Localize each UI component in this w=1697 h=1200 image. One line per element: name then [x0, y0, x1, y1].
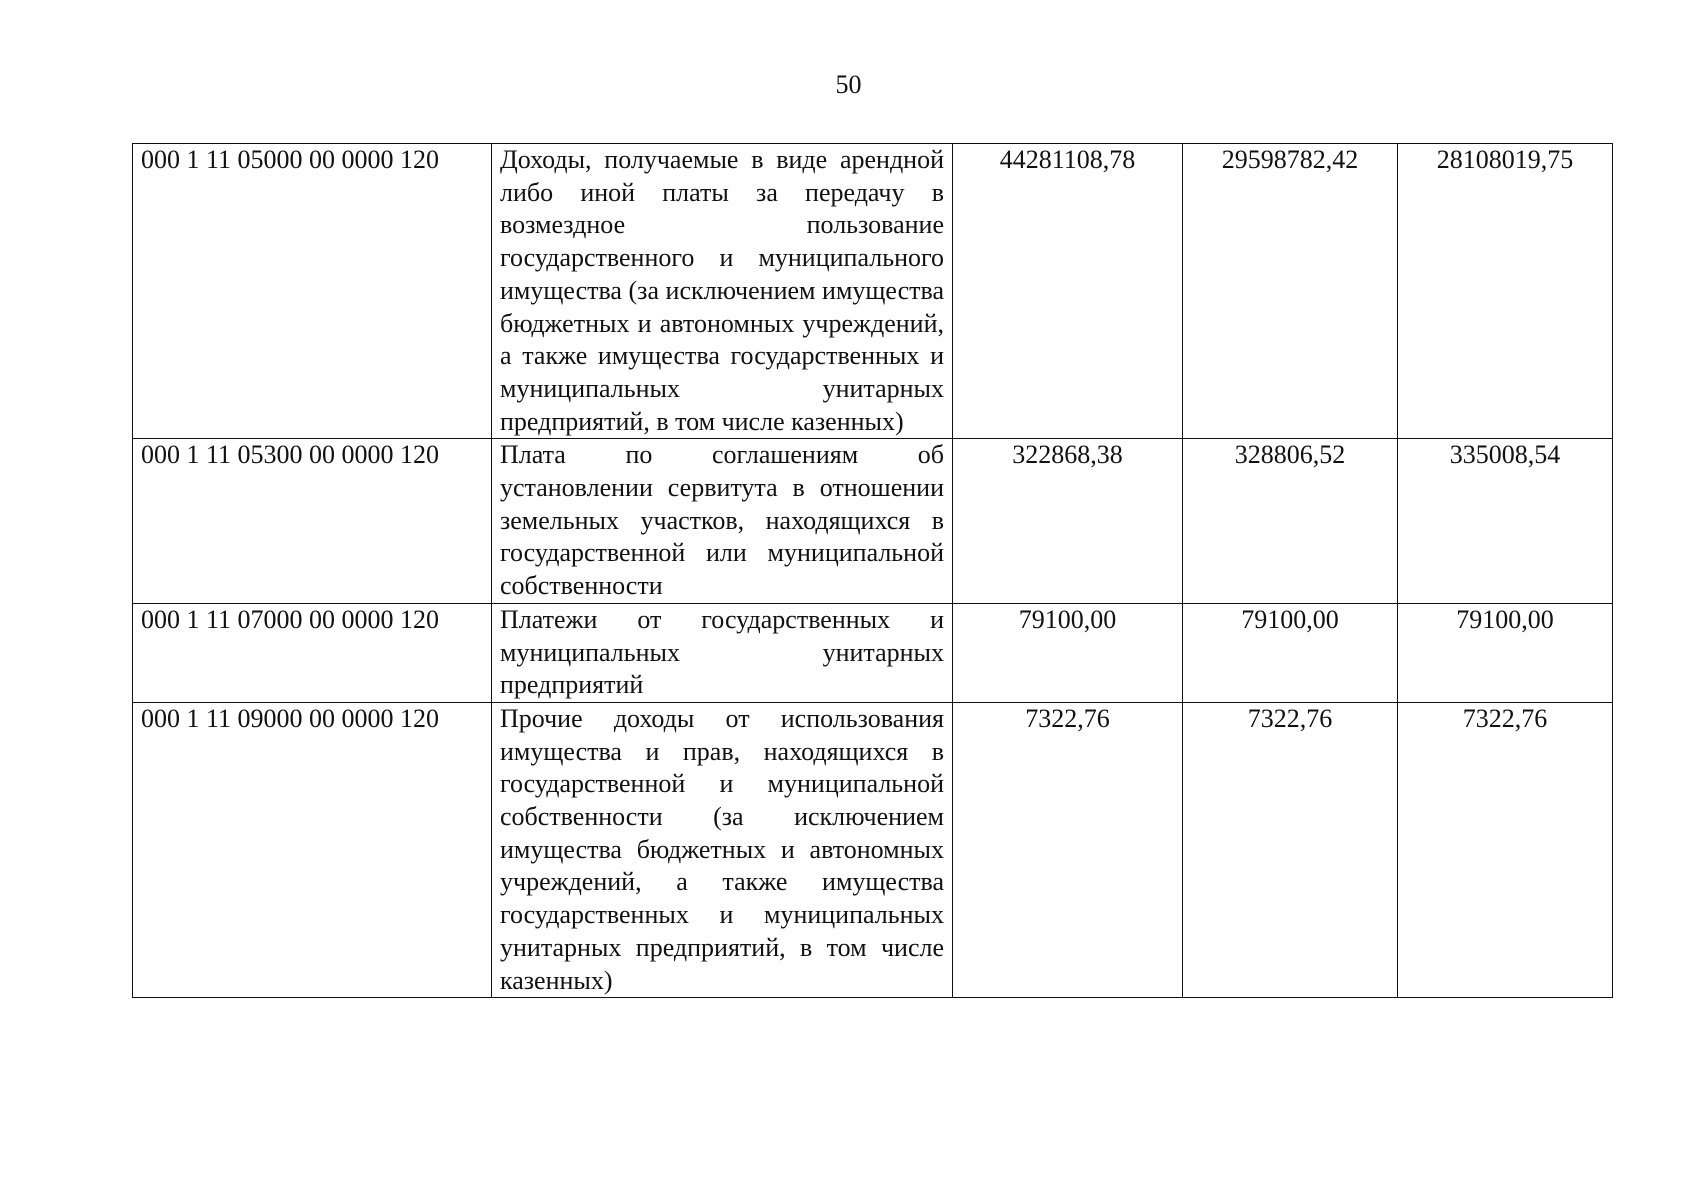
value-cell-year-1: 79100,00: [953, 603, 1183, 702]
table-row: [133, 439, 1613, 604]
value-cell-year-1: 44281108,78: [953, 144, 1183, 439]
table-row: [133, 603, 1613, 702]
revenue-name-cell: Прочие доходы от использования имущества и прав, находящихся в государственной и муниципальной собственности (за исключением имущества бюджетных и автономных учреждений, а также имущества государственных и муниципальных унитарных предприятий, в том числе казенных): [492, 702, 953, 997]
value-cell-year-2: 29598782,42: [1183, 144, 1398, 439]
page-number: 50: [835, 70, 862, 99]
revenue-name-cell: Платежи от государственных и муниципальных унитарных предприятий: [492, 603, 953, 702]
value-cell-year-2: 7322,76: [1183, 702, 1398, 997]
budget-code-cell: 000 1 11 05300 00 0000 120: [133, 439, 492, 604]
value-cell-year-3: 79100,00: [1398, 603, 1613, 702]
revenue-name-cell: Плата по соглашениям об установлении сервитута в отношении земельных участков, находящихся в государственной или муниципальной собственности: [492, 439, 953, 604]
value-cell-year-1: 322868,38: [953, 439, 1183, 604]
value-cell-year-3: 335008,54: [1398, 439, 1613, 604]
revenue-table: [132, 143, 1613, 998]
value-cell-year-2: 328806,52: [1183, 439, 1398, 604]
value-cell-year-1: 7322,76: [953, 702, 1183, 997]
value-cell-year-3: 7322,76: [1398, 702, 1613, 997]
value-cell-year-3: 28108019,75: [1398, 144, 1613, 439]
budget-code-cell: 000 1 11 05000 00 0000 120: [133, 144, 492, 439]
table-row: [133, 144, 1613, 439]
table-row: [133, 702, 1613, 997]
budget-code-cell: 000 1 11 07000 00 0000 120: [133, 603, 492, 702]
revenue-name-cell: Доходы, получаемые в виде арендной либо иной платы за передачу в возмездное пользование государственного и муниципального имущества (за исключением имущества бюджетных и автономных учреждений, а также имущества государственных и муниципальных унитарных предприятий, в том числе казенных): [492, 144, 953, 439]
value-cell-year-2: 79100,00: [1183, 603, 1398, 702]
budget-code-cell: 000 1 11 09000 00 0000 120: [133, 702, 492, 997]
